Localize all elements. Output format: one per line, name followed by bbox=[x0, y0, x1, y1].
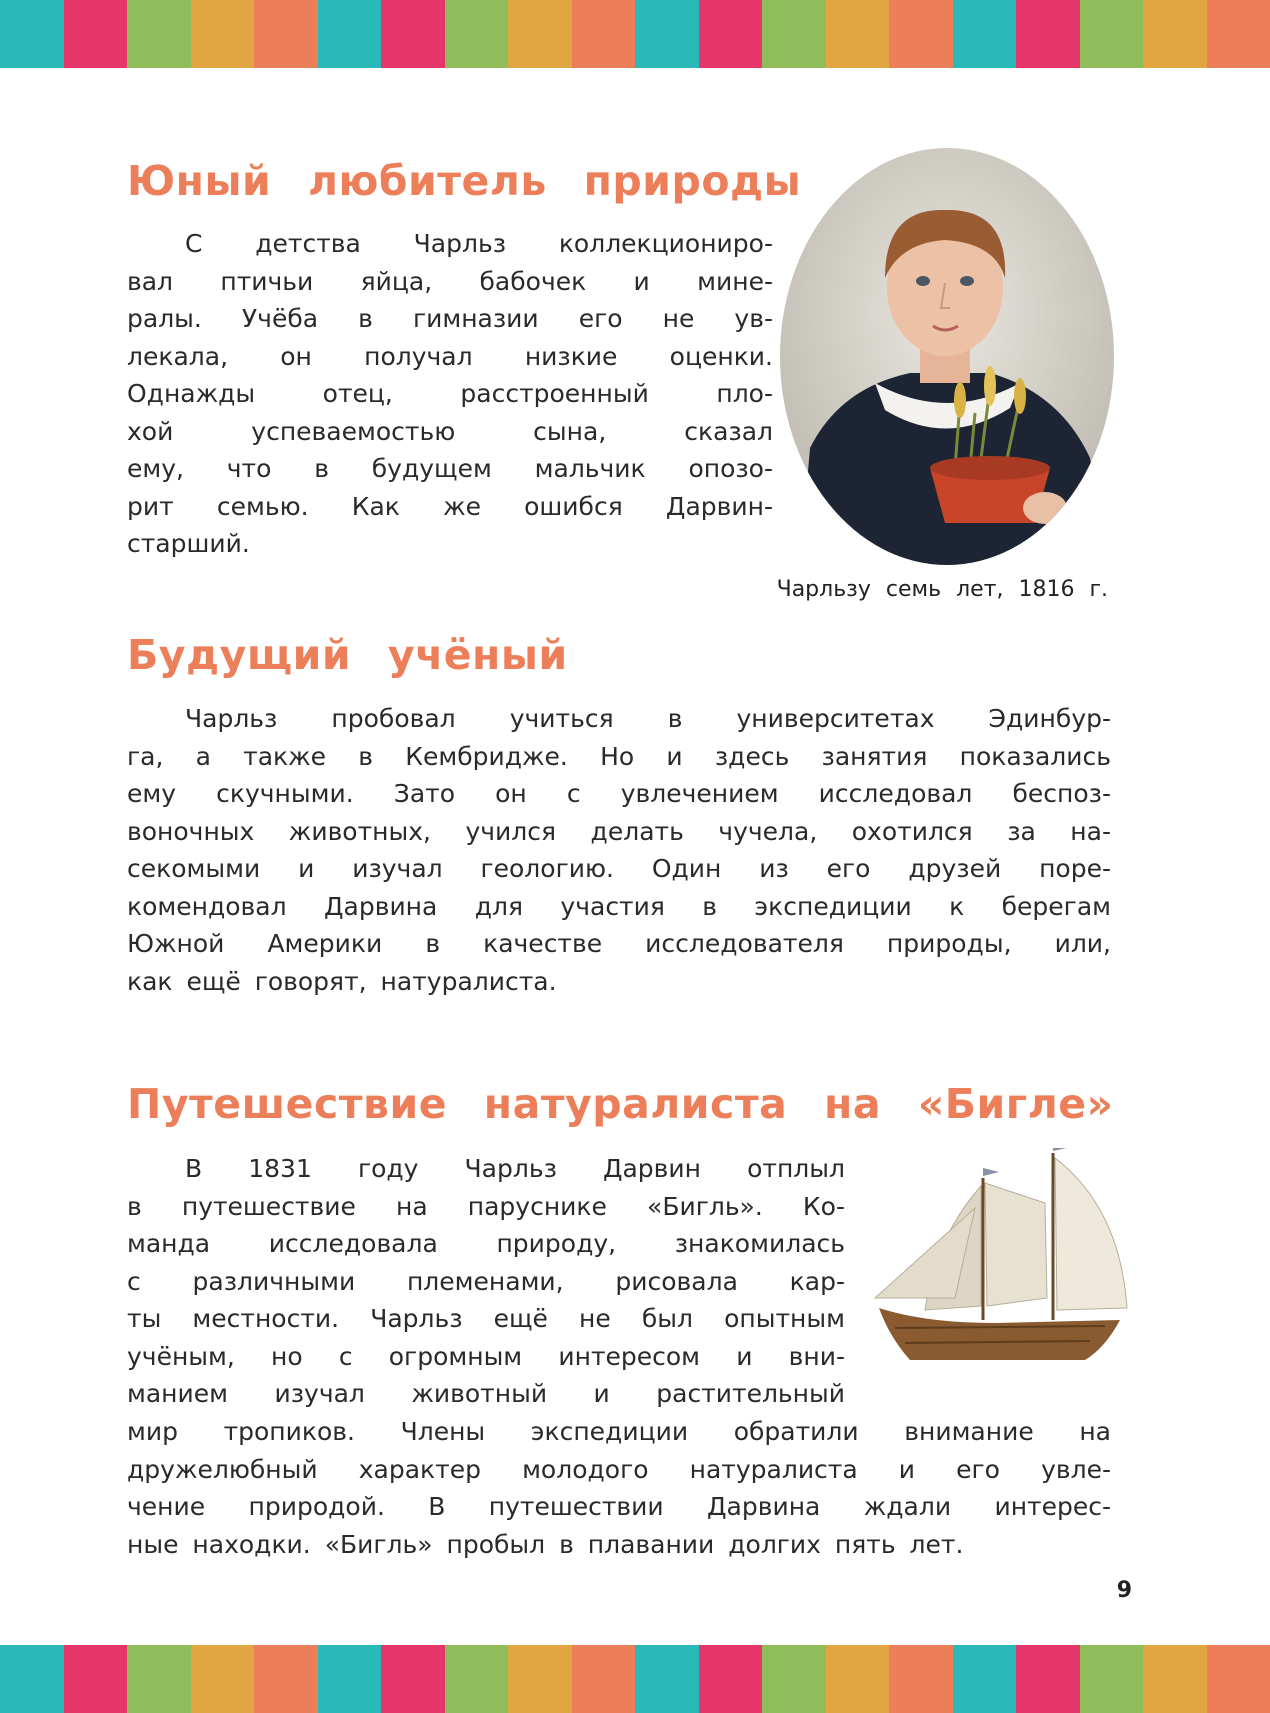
stripe-segment bbox=[889, 1645, 953, 1713]
stripe-segment bbox=[318, 0, 382, 68]
paragraph-voyage-narrow bbox=[127, 1150, 845, 1413]
page-number: 9 bbox=[1116, 1578, 1132, 1603]
text-line: мир тропиков. Члены экспедиции обратили внимание на bbox=[127, 1417, 1111, 1446]
text-line: чение природой. В путешествии Дарвина ждали интерес- bbox=[127, 1492, 1111, 1521]
text-line: ему, что в будущем мальчик опозо- bbox=[127, 454, 773, 483]
text-line: га, а также в Кембридже. Но и здесь занятия показались bbox=[127, 741, 1111, 771]
stripe-segment bbox=[1080, 0, 1144, 68]
portrait-image bbox=[780, 148, 1114, 565]
paragraph-voyage-wide bbox=[127, 1413, 1111, 1563]
stripe-segment bbox=[254, 1645, 318, 1713]
stripe-segment bbox=[953, 0, 1017, 68]
text-line: С детства Чарльз коллекциониро- bbox=[185, 229, 773, 258]
stripe-segment bbox=[318, 1645, 382, 1713]
stripe-segment bbox=[1080, 1645, 1144, 1713]
stripe-segment bbox=[64, 0, 128, 68]
portrait-caption: Чарльзу семь лет, 1816 г. bbox=[776, 577, 1108, 602]
section-title-young-naturalist: Юный любитель природы bbox=[127, 157, 802, 205]
stripe-segment bbox=[508, 1645, 572, 1713]
stripe-segment bbox=[1207, 1645, 1270, 1713]
text-line: секомыми и изучал геологию. Один из его друзей поре- bbox=[127, 854, 1111, 883]
stripe-segment bbox=[0, 1645, 64, 1713]
stripe-segment bbox=[953, 1645, 1017, 1713]
stripe-segment bbox=[191, 1645, 255, 1713]
stripe-segment bbox=[508, 0, 572, 68]
stripe-segment bbox=[1016, 1645, 1080, 1713]
stripe-segment bbox=[762, 0, 826, 68]
stripe-segment bbox=[1143, 0, 1207, 68]
text-line: ралы. Учёба в гимназии его не ув- bbox=[127, 304, 773, 333]
text-line: воночных животных, учился делать чучела, охотился за на- bbox=[127, 816, 1111, 846]
sailing-ship-image bbox=[865, 1148, 1135, 1370]
text-line: манда исследовала природу, знакомилась bbox=[127, 1229, 845, 1258]
text-line: лекала, он получал низкие оценки. bbox=[127, 341, 773, 371]
stripe-segment bbox=[1016, 0, 1080, 68]
bottom-color-stripe bbox=[0, 1645, 1270, 1713]
stripe-segment bbox=[64, 1645, 128, 1713]
text-line: как ещё говорят, натуралиста. bbox=[127, 966, 557, 996]
text-line: Чарльз пробовал учиться в университетах Эдинбур- bbox=[185, 704, 1111, 733]
stripe-segment bbox=[254, 0, 318, 68]
text-line: учёным, но с огромным интересом и вни- bbox=[127, 1341, 845, 1371]
stripe-segment bbox=[635, 1645, 699, 1713]
stripe-segment bbox=[572, 0, 636, 68]
stripe-segment bbox=[381, 0, 445, 68]
text-line: вал птичьи яйца, бабочек и мине- bbox=[127, 266, 773, 296]
stripe-segment bbox=[381, 1645, 445, 1713]
stripe-segment bbox=[572, 1645, 636, 1713]
text-line: ты местности. Чарльз ещё не был опытным bbox=[127, 1304, 845, 1333]
text-line: старший. bbox=[127, 529, 250, 558]
stripe-segment bbox=[826, 0, 890, 68]
top-color-stripe bbox=[0, 0, 1270, 68]
text-line: манием изучал животный и растительный bbox=[127, 1379, 845, 1408]
stripe-segment bbox=[127, 0, 191, 68]
stripe-segment bbox=[191, 0, 255, 68]
stripe-segment bbox=[889, 0, 953, 68]
stripe-segment bbox=[127, 1645, 191, 1713]
stripe-segment bbox=[635, 0, 699, 68]
section-title-future-scientist: Будущий учёный bbox=[127, 631, 568, 679]
stripe-segment bbox=[699, 0, 763, 68]
text-line: ему скучными. Зато он с увлечением исследовал беспоз- bbox=[127, 779, 1111, 808]
text-line: рит семью. Как же ошибся Дарвин- bbox=[127, 491, 773, 521]
stripe-segment bbox=[1207, 0, 1270, 68]
stripe-segment bbox=[699, 1645, 763, 1713]
stripe-segment bbox=[445, 0, 509, 68]
stripe-segment bbox=[1143, 1645, 1207, 1713]
text-line: Однажды отец, расстроенный пло- bbox=[127, 379, 773, 408]
text-line: ные находки. «Бигль» пробыл в плавании долгих пять лет. bbox=[127, 1529, 964, 1559]
text-line: Южной Америки в качестве исследователя природы, или, bbox=[127, 929, 1111, 958]
stripe-segment bbox=[445, 1645, 509, 1713]
paragraph-university bbox=[127, 700, 1111, 1000]
text-line: хой успеваемостью сына, сказал bbox=[127, 416, 773, 446]
text-line: дружелюбный характер молодого натуралиста и его увле- bbox=[127, 1454, 1111, 1484]
text-line: комендовал Дарвина для участия в экспедиции к берегам bbox=[127, 891, 1111, 921]
stripe-segment bbox=[826, 1645, 890, 1713]
text-line: В 1831 году Чарльз Дарвин отплыл bbox=[185, 1154, 845, 1183]
text-line: в путешествие на паруснике «Бигль». Ко- bbox=[127, 1191, 845, 1221]
stripe-segment bbox=[762, 1645, 826, 1713]
text-line: с различными племенами, рисовала кар- bbox=[127, 1266, 845, 1296]
paragraph-childhood bbox=[127, 225, 773, 563]
section-title-beagle-voyage: Путешествие натуралиста на «Бигле» bbox=[127, 1080, 1114, 1128]
stripe-segment bbox=[0, 0, 64, 68]
